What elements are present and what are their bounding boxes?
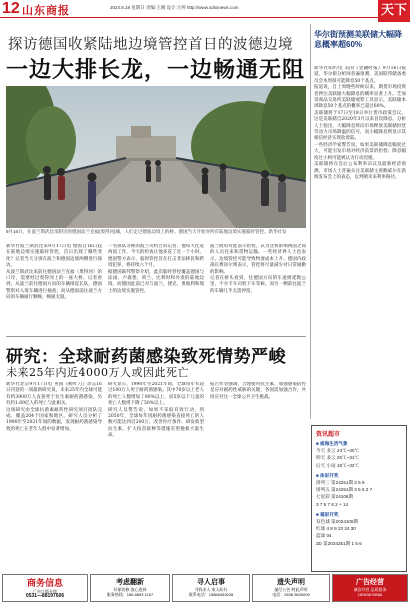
ad-line: 环保装修 放心选择 xyxy=(113,587,147,592)
ad-line: 服务热线：186 6893 1167 xyxy=(106,592,154,597)
side-paragraph: 新华社纽约电 美国《金融时报》9月16日报道，华尔街分析师普遍预测，美国联邦储备委员会本周很可能降息50个基点。 xyxy=(314,66,406,84)
ad-business-info xyxy=(2,574,88,602)
lead-body-col-1 xyxy=(6,244,102,334)
newspaper-logo: 山东商报 xyxy=(22,4,70,17)
ad-line: 电话：0536 5605009 xyxy=(272,592,310,597)
lead-kicker: 探访德国收紧陆地边境管控首日的波德边境 xyxy=(8,37,293,53)
photo-caption: 9月16日，在波兰斯武比采附近的德国法兰克福(奥得河)城，人们走过德波边境上的桥。德国当天开始对所有陆地边境实施临时管控。新华社发 xyxy=(6,229,287,234)
lead-headline: 一边大排长龙，一边畅通无阻 xyxy=(6,57,306,82)
masthead-meta: 2024.8.18 星期日 责编:王刚 设计:王婷 http://www.sdsxnews.com xyxy=(110,5,239,10)
second-paragraph: 研究显示，1990年至2021年间，全球每年有超过100万人死于耐药菌感染。其中70岁以上老人的死亡人数增加了80%以上，而5岁以下儿童的死亡人数则下降了50%以上。 xyxy=(108,382,204,407)
welfare-lottery-line: 蓝球 04 xyxy=(316,533,332,539)
section-rule xyxy=(6,336,306,337)
welfare-lottery-line: 3D 第2024251期 1 5 6 xyxy=(316,540,362,546)
info-box-content xyxy=(316,440,404,547)
lead-paragraph: 一名排队等候的波兰司机告诉记者，他每天往返两国工作，今天的检查让他多花了近一个小时。德国警方表示，临时管控旨在打击非法移民和跨境犯罪，将持续六个月。 xyxy=(108,244,204,269)
ad-line: 编号公告 特此声明 xyxy=(274,587,308,592)
second-body-col-3 xyxy=(210,382,306,570)
ad-title: 寻人启事 xyxy=(197,579,225,586)
second-headline: 研究：全球耐药菌感染致死情势严峻 xyxy=(6,347,286,366)
second-body-col-1 xyxy=(6,382,102,570)
lead-body-col-2 xyxy=(108,244,204,334)
welfare-lottery-heading: ■ 福彩开奖 xyxy=(316,511,339,517)
ad-title: 广告经营 xyxy=(356,579,384,586)
ad-title: 考虑翻新 xyxy=(116,579,144,586)
ad-line: 18053678968 xyxy=(357,592,383,597)
lead-paragraph: 从波兰斯武比采前往德国法兰克福（奥得河）的口岸，需要经过奥得河上的一座大桥。记者看到，从波兰前往德国方向的车辆排起长队，德国警察对入境车辆进行抽查；而从德国前往波兰方向的车辆通行顺畅，畅通无阻。 xyxy=(6,269,102,301)
bridge-photo-image xyxy=(6,86,306,228)
ad-line: 寻找亲人 家人盼归 xyxy=(194,587,228,592)
side-paragraph: 美联储将于17日至18日举行货币政策会议。这是美联储自2020年3月以来首次降息。分析人士指出，大幅降息将向市场释放美联储担忧劳动力市场降温的信号，而小幅降息则显示其相信经济实现软着陆。 xyxy=(314,110,406,142)
lead-paragraph: 记者在桥头看到，往德国方向的车流绵延数公里，不少卡车司机下车等候。而另一侧前往波兰的车辆几乎无需停留。 xyxy=(210,276,306,294)
side-paragraph: 一些经济学家警告说，如果美联储降息幅度过大，可能引发市场对经济前景的担忧；降息幅度过小则可能被认为行动迟缓。 xyxy=(314,142,406,161)
ad-phone: 0531—88197606 xyxy=(25,593,65,599)
weather-line: 后天 小雨 18℃~32℃ xyxy=(316,462,360,468)
second-paragraph: 这项研究由全球抗菌素耐药性研究项目团队完成，覆盖204个国家和地区。研究人员分析了1990年至2021年间的数据，发现耐药菌感染导致的死亡在老年人群中显著增加。 xyxy=(6,407,102,432)
lottery-line: 3 7 5 7 6 2 + 14 xyxy=(316,501,349,507)
ad-renovation xyxy=(90,574,170,602)
lead-paragraph: 据德国联邦警察介绍，此次临时管控覆盖德国与法国、卢森堡、荷兰、比利时和丹麦的陆地边境，而德国此前已对与波兰、捷克、奥地利和瑞士的边境实施管控。 xyxy=(108,269,204,294)
lottery-line: 排列三 第24251期 3 5 6 xyxy=(316,480,365,486)
lead-photo xyxy=(6,86,306,228)
column-divider xyxy=(310,24,311,419)
ad-missing-person xyxy=(172,574,250,602)
weather-heading: ■ 威海生活气象 xyxy=(316,441,348,446)
lottery-line: 七星彩 第24106期 xyxy=(316,494,354,500)
lead-paragraph: 新华社波兰斯武比采9月17日电 德国自16日起在陆地边境实施临时管控，首日出现了哪些变化？记者当天分别在波兰和德国边境两侧进行探访。 xyxy=(6,244,102,269)
lead-body-col-3 xyxy=(210,244,306,334)
welfare-lottery-line: 双色球 第2024108期 xyxy=(316,519,359,525)
ad-line: 联系电话：15866453028 xyxy=(188,592,234,597)
weather-line: 今天 多云 23℃~30℃ xyxy=(316,448,360,454)
second-subheadline: 未来25年内近4000万人或因此死亡 xyxy=(6,366,189,379)
ad-line: 诚信经营 品质服务 xyxy=(353,587,387,592)
second-body-col-2 xyxy=(108,382,204,570)
section-badge: 天下 xyxy=(378,0,410,22)
side-paragraph: 报道说，自上周晚些时候以来，期货市场投资者押注美联储大幅降息的概率显著上升。芝加哥商品交易所美联储观察工具显示，美联储本周降息50个基点的概率已超过60%。 xyxy=(314,85,406,110)
welfare-lottery-line: 红球 4 8 9 23 24 30 xyxy=(316,526,356,532)
lead-paragraph: 波兰政府对此表示担忧，认为这将影响两国之间的人员往来和货物运输。一些经济界人士也表示，边境管控可能导致物流成本上升。德国内政部长费泽尔则表示，管控将尽量减少对日常通勤的影响。 xyxy=(210,244,306,275)
ad-title: 商务信息 xyxy=(26,578,63,588)
info-box-title: 资讯超市 xyxy=(316,432,341,438)
ad-line: 广告订版专线 xyxy=(33,589,57,594)
page-number: 12 xyxy=(2,0,20,17)
lottery-heading: ■ 体彩开奖 xyxy=(316,472,339,478)
side-body xyxy=(314,66,406,420)
lottery-line: 排列五 第24251期 3 5 6 2 7 xyxy=(316,487,373,493)
side-headline: 华尔街预测美联储大幅降息概率超60% xyxy=(314,30,402,49)
ad-title: 遗失声明 xyxy=(277,579,305,586)
info-box xyxy=(311,425,407,572)
weather-line: 明天 多云 25℃~31℃ xyxy=(316,455,360,461)
second-paragraph: 报告作者强调，合理使用抗生素、加强感染防控是应对耐药性威胁的关键，各国需加强合作，共同应对这一全球公共卫生挑战。 xyxy=(210,382,306,400)
second-paragraph: 新华社北京9月17日电 英国《柳叶刀》杂志16日刊登的一项最新研究说，未来25年内全球可能有约3900万人直接死于抗生素耐药菌感染，另有约1.69亿人的死亡与此相关。 xyxy=(6,382,102,407)
second-paragraph: 研究人员警告说，如果不采取有效行动，到2050年，全球每年因耐药菌感染直接死亡的人数可能达到近200万。改善医疗条件、研发新型抗生素、扩大疫苗接种等措施有望挽救大量生命。 xyxy=(108,407,204,439)
ad-advertising-service xyxy=(332,574,408,602)
ad-loss-notice xyxy=(252,574,330,602)
side-paragraph: 美联储将在会后公布利率决议及最新经济预测。市场人士普遍关注美联储主席鲍威尔在新闻发布会上的表态，以判断未来利率路径。 xyxy=(314,162,406,180)
